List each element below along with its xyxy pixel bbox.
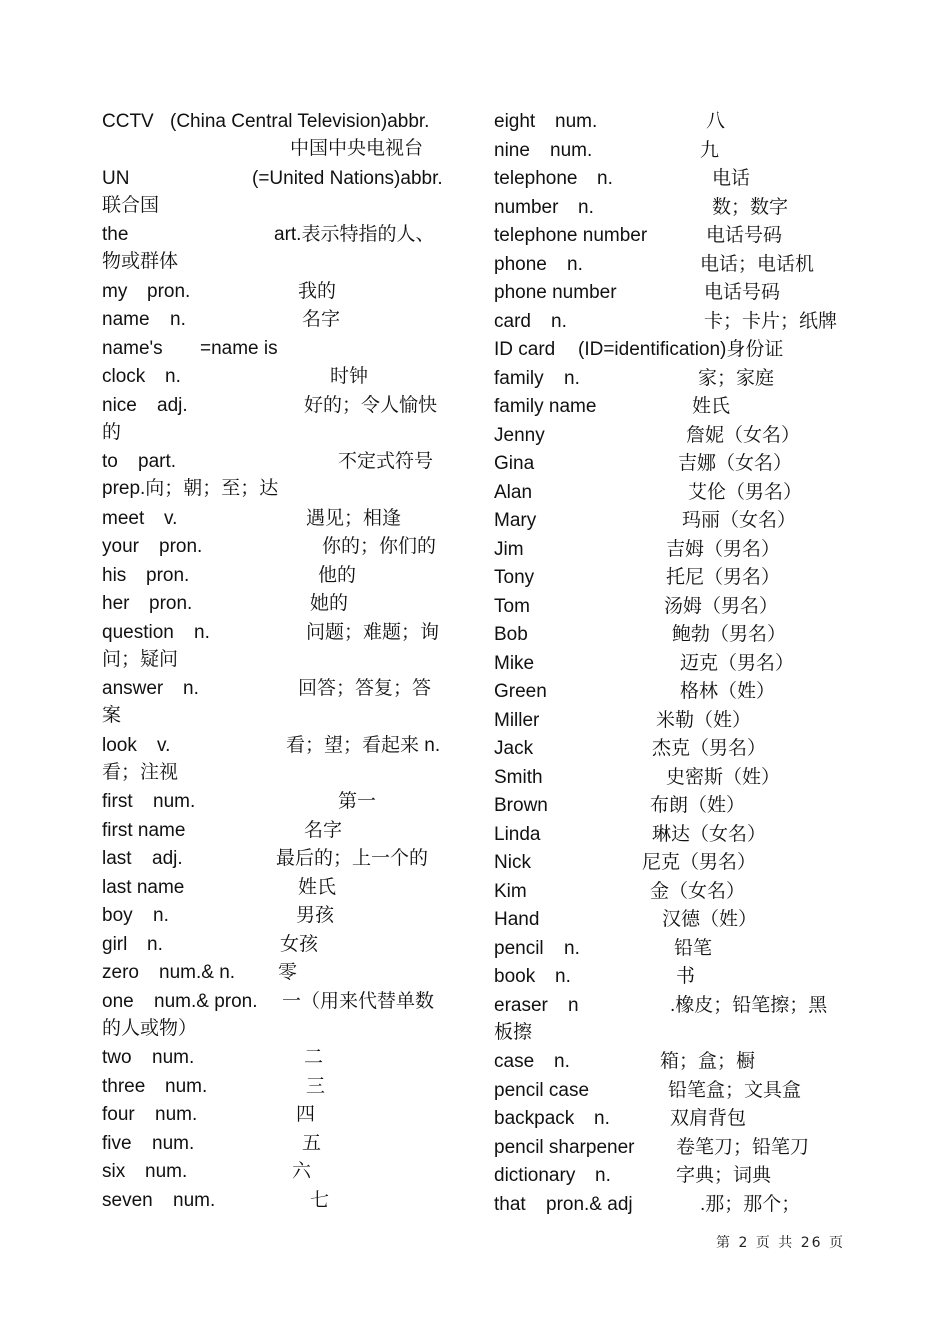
vocab-entry xyxy=(494,707,850,734)
entry-meaning: 姓氏 xyxy=(298,876,337,898)
entry-word: Gina xyxy=(494,453,535,474)
entry-word: Jack xyxy=(494,738,534,759)
vocab-entry xyxy=(494,878,850,905)
entry-word: eight xyxy=(494,111,536,132)
entry-meaning: .橡皮；铅笔擦；黑 xyxy=(670,994,828,1016)
entry-meaning: 詹妮（女名） xyxy=(686,424,801,446)
entry-word: to xyxy=(102,451,118,472)
vocab-column-left xyxy=(102,108,460,1215)
entry-meaning: 时钟 xyxy=(330,366,369,387)
vocab-entry xyxy=(102,335,460,362)
entry-meaning: 问题；难题；询 xyxy=(306,621,440,643)
entry-word: Mike xyxy=(494,652,535,674)
entry-meaning: 艾伦（男名） xyxy=(688,481,803,503)
entry-part-of-speech: n. xyxy=(564,937,580,959)
entry-word: boy xyxy=(102,905,133,926)
vocab-entry xyxy=(102,1044,460,1071)
entry-part-of-speech: pron. xyxy=(149,593,193,614)
entry-part-of-speech: num. xyxy=(550,139,593,161)
vocab-entry xyxy=(494,393,850,420)
entry-meaning: 字典；词典 xyxy=(676,1165,772,1186)
entry-word: name xyxy=(102,309,150,330)
entry-part-of-speech: n. xyxy=(183,678,199,699)
entry-part-of-speech: pron. xyxy=(147,280,191,302)
vocab-entry xyxy=(494,621,850,648)
vocab-entry xyxy=(494,735,850,762)
entry-part-of-speech: n. xyxy=(554,1051,570,1072)
entry-meaning: 吉姆（男名） xyxy=(666,538,781,560)
entry-word: Mary xyxy=(494,510,537,531)
entry-word: three xyxy=(102,1075,146,1097)
entry-word: Tom xyxy=(494,595,530,617)
entry-meaning-continued: 看；注视 xyxy=(102,761,179,783)
entry-part-of-speech: pron. xyxy=(159,536,203,557)
entry-meaning: 八 xyxy=(706,111,726,132)
entry-word: six xyxy=(102,1161,126,1182)
vocab-entry xyxy=(102,1101,460,1128)
vocab-entry xyxy=(102,562,460,589)
entry-meaning: 六 xyxy=(292,1161,312,1182)
entry-meaning: 电话号码 xyxy=(704,282,781,303)
entry-part-of-speech: n. xyxy=(153,905,169,926)
entry-word: CCTV xyxy=(102,111,154,132)
entry-part-of-speech: n. xyxy=(595,1165,611,1186)
vocab-entry xyxy=(102,959,460,986)
vocab-entry xyxy=(102,505,460,532)
entry-word: last xyxy=(102,848,132,869)
entry-word: Bob xyxy=(494,624,528,645)
vocab-entry xyxy=(494,422,850,449)
entry-meaning: 玛丽（女名） xyxy=(682,510,797,531)
entry-meaning-continued: 问；疑问 xyxy=(102,648,179,670)
entry-meaning: 她的 xyxy=(310,593,349,614)
entry-part-of-speech: pron. xyxy=(146,564,190,586)
vocab-column-right xyxy=(494,108,850,1219)
entry-meaning: 汉德（姓） xyxy=(662,909,758,930)
entry-part-of-speech: n. xyxy=(564,367,580,389)
entry-meaning-continued: 案 xyxy=(102,705,122,726)
entry-part-of-speech: num.& n. xyxy=(159,962,236,983)
vocab-entry xyxy=(494,935,850,962)
entry-meaning: 电话 xyxy=(712,168,751,189)
entry-word: seven xyxy=(102,1189,153,1211)
vocab-entry xyxy=(494,764,850,791)
entry-part-of-speech: n. xyxy=(567,253,583,275)
entry-meaning: 男孩 xyxy=(296,905,335,926)
vocab-entry xyxy=(494,1162,850,1189)
entry-meaning: 迈克（男名） xyxy=(680,652,795,674)
entry-meaning-continued: 中国中央电视台 xyxy=(290,138,424,159)
entry-meaning: 回答；答复；答 xyxy=(298,678,432,699)
vocab-entry xyxy=(102,902,460,929)
vocab-entry xyxy=(494,650,850,677)
entry-part-of-speech: (ID=identification)身份证 xyxy=(578,339,784,360)
entry-word: question xyxy=(102,621,174,643)
entry-part-of-speech: adj. xyxy=(157,394,188,416)
vocab-entry xyxy=(494,165,850,192)
entry-word: phone number xyxy=(494,282,617,303)
entry-meaning: 零 xyxy=(278,962,298,983)
entry-word: clock xyxy=(102,366,146,387)
vocab-entry xyxy=(494,849,850,876)
entry-word: dictionary xyxy=(494,1165,576,1186)
vocab-entry xyxy=(494,336,850,363)
entry-word: pencil case xyxy=(494,1079,590,1101)
entry-word: her xyxy=(102,593,130,614)
entry-word: Kim xyxy=(494,880,527,902)
entry-meaning: 箱；盒；橱 xyxy=(660,1051,756,1072)
vocab-entry xyxy=(102,108,460,163)
vocab-entry xyxy=(494,308,850,335)
entry-meaning: 二 xyxy=(304,1047,324,1068)
entry-word: your xyxy=(102,536,139,557)
vocab-entry xyxy=(102,533,460,560)
entry-part-of-speech: n. xyxy=(551,310,567,332)
entry-meaning: 不定式符号 xyxy=(338,451,434,472)
vocab-entry xyxy=(494,222,850,249)
vocab-entry xyxy=(102,845,460,872)
vocab-entry xyxy=(494,1191,850,1218)
entry-part-of-speech: num. xyxy=(152,1047,195,1068)
entry-part-of-speech: num. xyxy=(173,1189,216,1211)
entry-meaning: 史密斯（姓） xyxy=(666,766,781,788)
entry-meaning: 杰克（男名） xyxy=(652,738,767,759)
entry-word: my xyxy=(102,280,128,302)
entry-word: phone xyxy=(494,253,547,275)
vocab-entry xyxy=(102,221,460,276)
entry-meaning: 卷笔刀；铅笔刀 xyxy=(676,1136,810,1158)
entry-meaning: 你的；你们的 xyxy=(322,536,437,557)
vocab-entry xyxy=(494,365,850,392)
entry-part-of-speech: n. xyxy=(147,933,163,955)
entry-word: Hand xyxy=(494,909,540,930)
vocab-entry xyxy=(102,1187,460,1214)
entry-part-of-speech: adj. xyxy=(152,848,183,869)
vocab-entry xyxy=(494,479,850,506)
entry-word: pencil xyxy=(494,937,544,959)
entry-meaning: 尼克（男名） xyxy=(642,852,757,873)
vocab-entry xyxy=(494,1077,850,1104)
entry-word: Linda xyxy=(494,823,541,845)
entry-word: number xyxy=(494,196,559,218)
vocab-entry xyxy=(494,450,850,477)
entry-meaning: 家；家庭 xyxy=(698,367,775,389)
entry-meaning: 电话号码 xyxy=(706,225,783,246)
vocab-entry xyxy=(102,306,460,333)
entry-meaning: 布朗（姓） xyxy=(650,795,746,816)
vocab-entry xyxy=(102,732,460,787)
vocab-entry xyxy=(494,906,850,933)
entry-meaning: 五 xyxy=(302,1132,322,1154)
entry-part-of-speech: n. xyxy=(555,966,571,987)
entry-word: his xyxy=(102,564,127,586)
vocab-entry xyxy=(494,279,850,306)
entry-part-of-speech: num. xyxy=(165,1075,208,1097)
entry-word: that xyxy=(494,1193,526,1215)
vocab-entry xyxy=(494,963,850,990)
vocab-entry xyxy=(494,507,850,534)
entry-meaning: 托尼（男名） xyxy=(666,567,781,588)
entry-part-of-speech: n. xyxy=(597,168,613,189)
entry-word: family xyxy=(494,367,544,389)
entry-word: Jenny xyxy=(494,424,545,446)
entry-word: nice xyxy=(102,394,137,416)
entry-word: card xyxy=(494,310,531,332)
entry-meaning: 米勒（姓） xyxy=(656,709,752,731)
entry-meaning: 我的 xyxy=(298,280,337,302)
entry-part-of-speech: (=United Nations)abbr. xyxy=(252,167,443,189)
entry-part-of-speech: n. xyxy=(594,1108,610,1129)
entry-part-of-speech: num. xyxy=(152,1132,195,1154)
entry-part-of-speech: v. xyxy=(157,734,171,756)
entry-word: telephone xyxy=(494,168,578,189)
vocab-entry xyxy=(102,363,460,390)
vocab-entry xyxy=(494,137,850,164)
entry-meaning: .那；那个； xyxy=(700,1193,801,1215)
entry-word: Alan xyxy=(494,481,533,503)
vocab-entry xyxy=(494,1048,850,1075)
entry-meaning: 铅笔盒；文具盒 xyxy=(668,1079,802,1101)
entry-word: the xyxy=(102,224,129,245)
entry-word: backpack xyxy=(494,1108,575,1129)
entry-part-of-speech: n xyxy=(568,994,579,1016)
entry-word: meet xyxy=(102,507,145,529)
vocab-entry xyxy=(494,792,850,819)
entry-part-of-speech: n. xyxy=(194,621,210,643)
entry-word: one xyxy=(102,990,134,1012)
vocab-entry xyxy=(102,1073,460,1100)
entry-meaning-continued: 的 xyxy=(102,421,122,443)
entry-meaning: 格林（姓） xyxy=(680,681,776,702)
entry-word: pencil sharpener xyxy=(494,1136,635,1158)
entry-meaning: 双肩背包 xyxy=(670,1108,747,1129)
entry-meaning: 卡；卡片；纸牌 xyxy=(704,310,838,332)
vocab-entry xyxy=(102,1158,460,1185)
entry-word: last name xyxy=(102,876,185,898)
entry-meaning: 汤姆（男名） xyxy=(664,595,779,617)
entry-word: eraser xyxy=(494,994,548,1016)
entry-word: four xyxy=(102,1104,135,1125)
entry-meaning: 一（用来代替单数 xyxy=(282,990,435,1012)
entry-part-of-speech: v. xyxy=(164,507,178,529)
entry-meaning: 最后的；上一个的 xyxy=(276,848,429,869)
entry-part-of-speech: =name is xyxy=(200,337,278,359)
entry-meaning-continued: prep.向；朝；至；达 xyxy=(102,478,279,499)
entry-word: Green xyxy=(494,681,547,702)
entry-meaning-continued: 物或群体 xyxy=(102,251,179,272)
entry-word: book xyxy=(494,966,536,987)
entry-word: Smith xyxy=(494,766,543,788)
entry-meaning: 四 xyxy=(296,1104,316,1125)
entry-meaning: 铅笔 xyxy=(674,937,713,959)
vocab-entry xyxy=(102,165,460,220)
entry-meaning: 书 xyxy=(676,966,696,987)
entry-meaning: art.表示特指的人、 xyxy=(274,224,435,245)
vocab-entry xyxy=(494,536,850,563)
entry-meaning-continued: 的人或物） xyxy=(102,1017,198,1039)
vocab-entry xyxy=(494,821,850,848)
vocab-entry xyxy=(102,988,460,1043)
vocab-entry xyxy=(102,392,460,447)
entry-meaning: 数；数字 xyxy=(712,196,789,218)
entry-meaning: 名字 xyxy=(302,309,341,330)
entry-meaning: 金（女名） xyxy=(650,880,746,902)
vocab-entry xyxy=(102,931,460,958)
entry-meaning-continued: 联合国 xyxy=(102,194,160,216)
vocab-entry xyxy=(102,817,460,844)
vocab-entry xyxy=(494,564,850,591)
entry-word: girl xyxy=(102,933,128,955)
page-footer: 第 2 页 共 26 页 xyxy=(716,1235,845,1251)
vocab-entry xyxy=(494,251,850,278)
entry-word: first xyxy=(102,791,133,812)
vocab-entry xyxy=(102,278,460,305)
entry-word: look xyxy=(102,734,137,756)
entry-word: family name xyxy=(494,396,597,417)
entry-meaning: 遇见；相逢 xyxy=(306,507,402,529)
entry-meaning: 鲍勃（男名） xyxy=(672,624,787,645)
entry-part-of-speech: (China Central Television)abbr. xyxy=(170,111,430,132)
entry-part-of-speech: n. xyxy=(578,196,594,218)
entry-meaning: 吉娜（女名） xyxy=(678,453,793,474)
entry-meaning: 看；望；看起来 n. xyxy=(286,734,441,756)
entry-meaning: 姓氏 xyxy=(692,396,731,417)
entry-part-of-speech: n. xyxy=(165,366,181,387)
entry-part-of-speech: num.& pron. xyxy=(154,990,258,1012)
vocab-entry xyxy=(494,194,850,221)
vocab-entry xyxy=(494,593,850,620)
entry-part-of-speech: num. xyxy=(153,791,196,812)
vocab-entry xyxy=(102,1130,460,1157)
entry-word: case xyxy=(494,1051,535,1072)
entry-word: Jim xyxy=(494,538,524,560)
entry-word: ID card xyxy=(494,339,556,360)
vocab-entry xyxy=(494,678,850,705)
vocab-entry xyxy=(102,590,460,617)
vocab-entry xyxy=(494,992,850,1047)
entry-meaning: 七 xyxy=(310,1189,330,1211)
entry-part-of-speech: part. xyxy=(138,451,177,472)
entry-word: first name xyxy=(102,819,186,841)
entry-meaning: 电话；电话机 xyxy=(700,253,815,275)
vocab-entry xyxy=(494,1134,850,1161)
entry-word: two xyxy=(102,1047,132,1068)
entry-meaning: 琳达（女名） xyxy=(652,823,767,845)
entry-meaning-continued: 板擦 xyxy=(494,1021,533,1043)
entry-part-of-speech: pron.& adj xyxy=(546,1193,633,1215)
entry-meaning: 名字 xyxy=(304,819,343,841)
entry-meaning: 好的；令人愉快 xyxy=(304,394,438,416)
entry-part-of-speech: num. xyxy=(155,1104,198,1125)
entry-meaning: 第一 xyxy=(338,791,377,812)
entry-word: Miller xyxy=(494,709,540,731)
entry-word: name's xyxy=(102,337,163,359)
vocab-entry xyxy=(494,108,850,135)
vocab-entry xyxy=(102,675,460,730)
entry-part-of-speech: num. xyxy=(555,111,598,132)
entry-word: Tony xyxy=(494,567,535,588)
entry-word: answer xyxy=(102,678,164,699)
entry-word: five xyxy=(102,1132,132,1154)
vocab-entry xyxy=(102,619,460,674)
entry-meaning: 女孩 xyxy=(280,933,319,955)
entry-word: nine xyxy=(494,139,530,161)
entry-word: Brown xyxy=(494,795,548,816)
entry-meaning: 三 xyxy=(306,1075,326,1097)
vocab-entry xyxy=(102,788,460,815)
entry-word: telephone number xyxy=(494,225,648,246)
vocab-entry xyxy=(102,448,460,503)
vocab-entry xyxy=(494,1105,850,1132)
entry-word: UN xyxy=(102,167,130,189)
entry-meaning: 他的 xyxy=(318,564,357,586)
entry-meaning: 九 xyxy=(700,139,720,161)
entry-part-of-speech: n. xyxy=(170,309,186,330)
entry-part-of-speech: num. xyxy=(145,1161,188,1182)
vocab-entry xyxy=(102,874,460,901)
entry-word: zero xyxy=(102,962,139,983)
entry-word: Nick xyxy=(494,852,531,873)
